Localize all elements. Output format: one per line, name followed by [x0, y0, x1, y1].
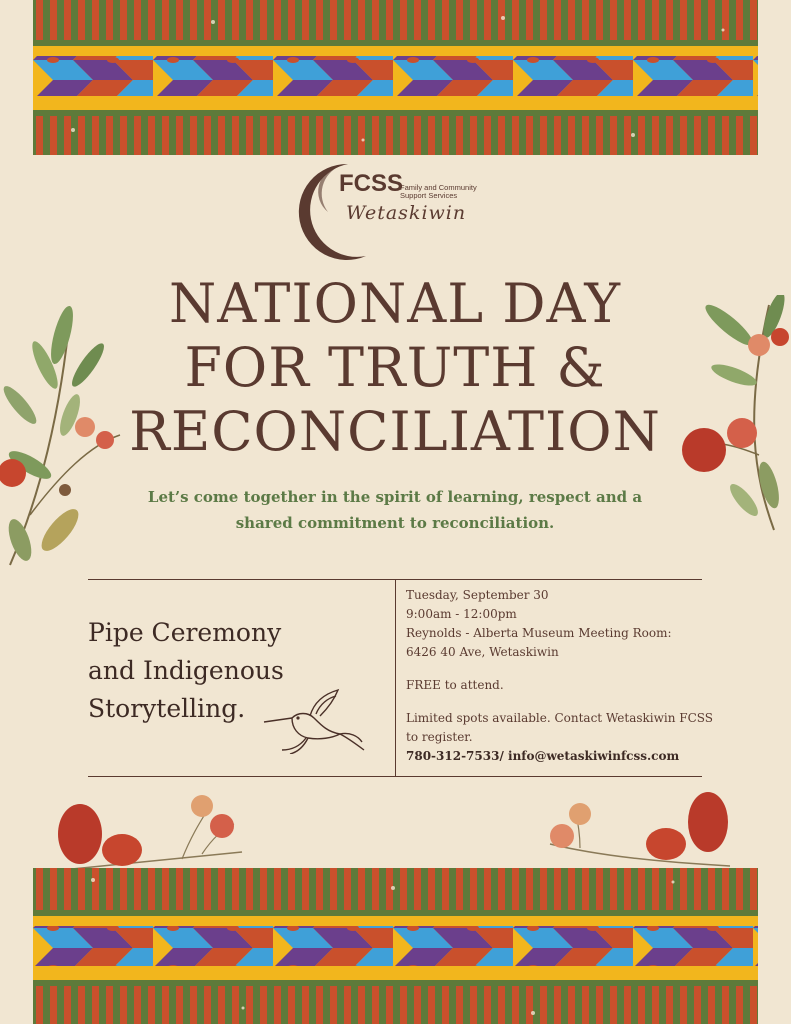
logo-subtitle-line2: Support Services [400, 191, 458, 200]
page-title [95, 272, 695, 464]
logo-subtitle-line1: Family and Community [400, 183, 477, 192]
bottom-pattern-band [33, 868, 758, 1024]
fcss-logo [288, 156, 508, 266]
registration-note-line-1: Limited spots available. Contact Wetaskiwin FCSS [406, 711, 714, 725]
bottom-pattern-graphic [33, 868, 758, 1024]
event-line-3: Storytelling. [88, 694, 246, 723]
title-line-1: NATIONAL DAY [169, 272, 621, 335]
logo-brand-text: FCSS [339, 170, 404, 197]
logo-subtitle [400, 184, 500, 200]
details-spacer [406, 662, 726, 676]
tagline-line-2: shared commitment to reconciliation. [235, 514, 555, 532]
contact-info[interactable]: 780-312-7533/ info@wetaskiwinfcss.com [406, 749, 680, 763]
event-cost: FREE to attend. [406, 678, 504, 692]
tagline-line-1: Let’s come together in the spirit of learning, respect and a [147, 488, 643, 506]
tagline [120, 484, 670, 536]
registration-note-line-2: to register. [406, 730, 473, 744]
vertical-divider [395, 579, 396, 776]
event-time: 9:00am - 12:00pm [406, 607, 517, 621]
event-venue: Reynolds - Alberta Museum Meeting Room: [406, 626, 672, 640]
hummingbird-icon [262, 688, 366, 754]
event-line-2: and Indigenous [88, 656, 284, 685]
bottom-right-berries-illustration [540, 784, 740, 874]
bottom-divider [88, 776, 702, 777]
top-pattern-band [33, 0, 758, 155]
event-line-1: Pipe Ceremony [88, 618, 282, 647]
title-line-2: FOR TRUTH & [184, 336, 606, 399]
event-date: Tuesday, September 30 [406, 588, 549, 602]
top-pattern-graphic [33, 0, 758, 155]
event-address: 6426 40 Ave, Wetaskiwin [406, 645, 559, 659]
details-spacer-2 [406, 695, 726, 709]
bottom-left-berries-illustration [52, 784, 252, 874]
title-line-3: RECONCILIATION [129, 400, 661, 463]
event-details [406, 586, 726, 766]
logo-city-text: Wetaskiwin [346, 202, 467, 224]
